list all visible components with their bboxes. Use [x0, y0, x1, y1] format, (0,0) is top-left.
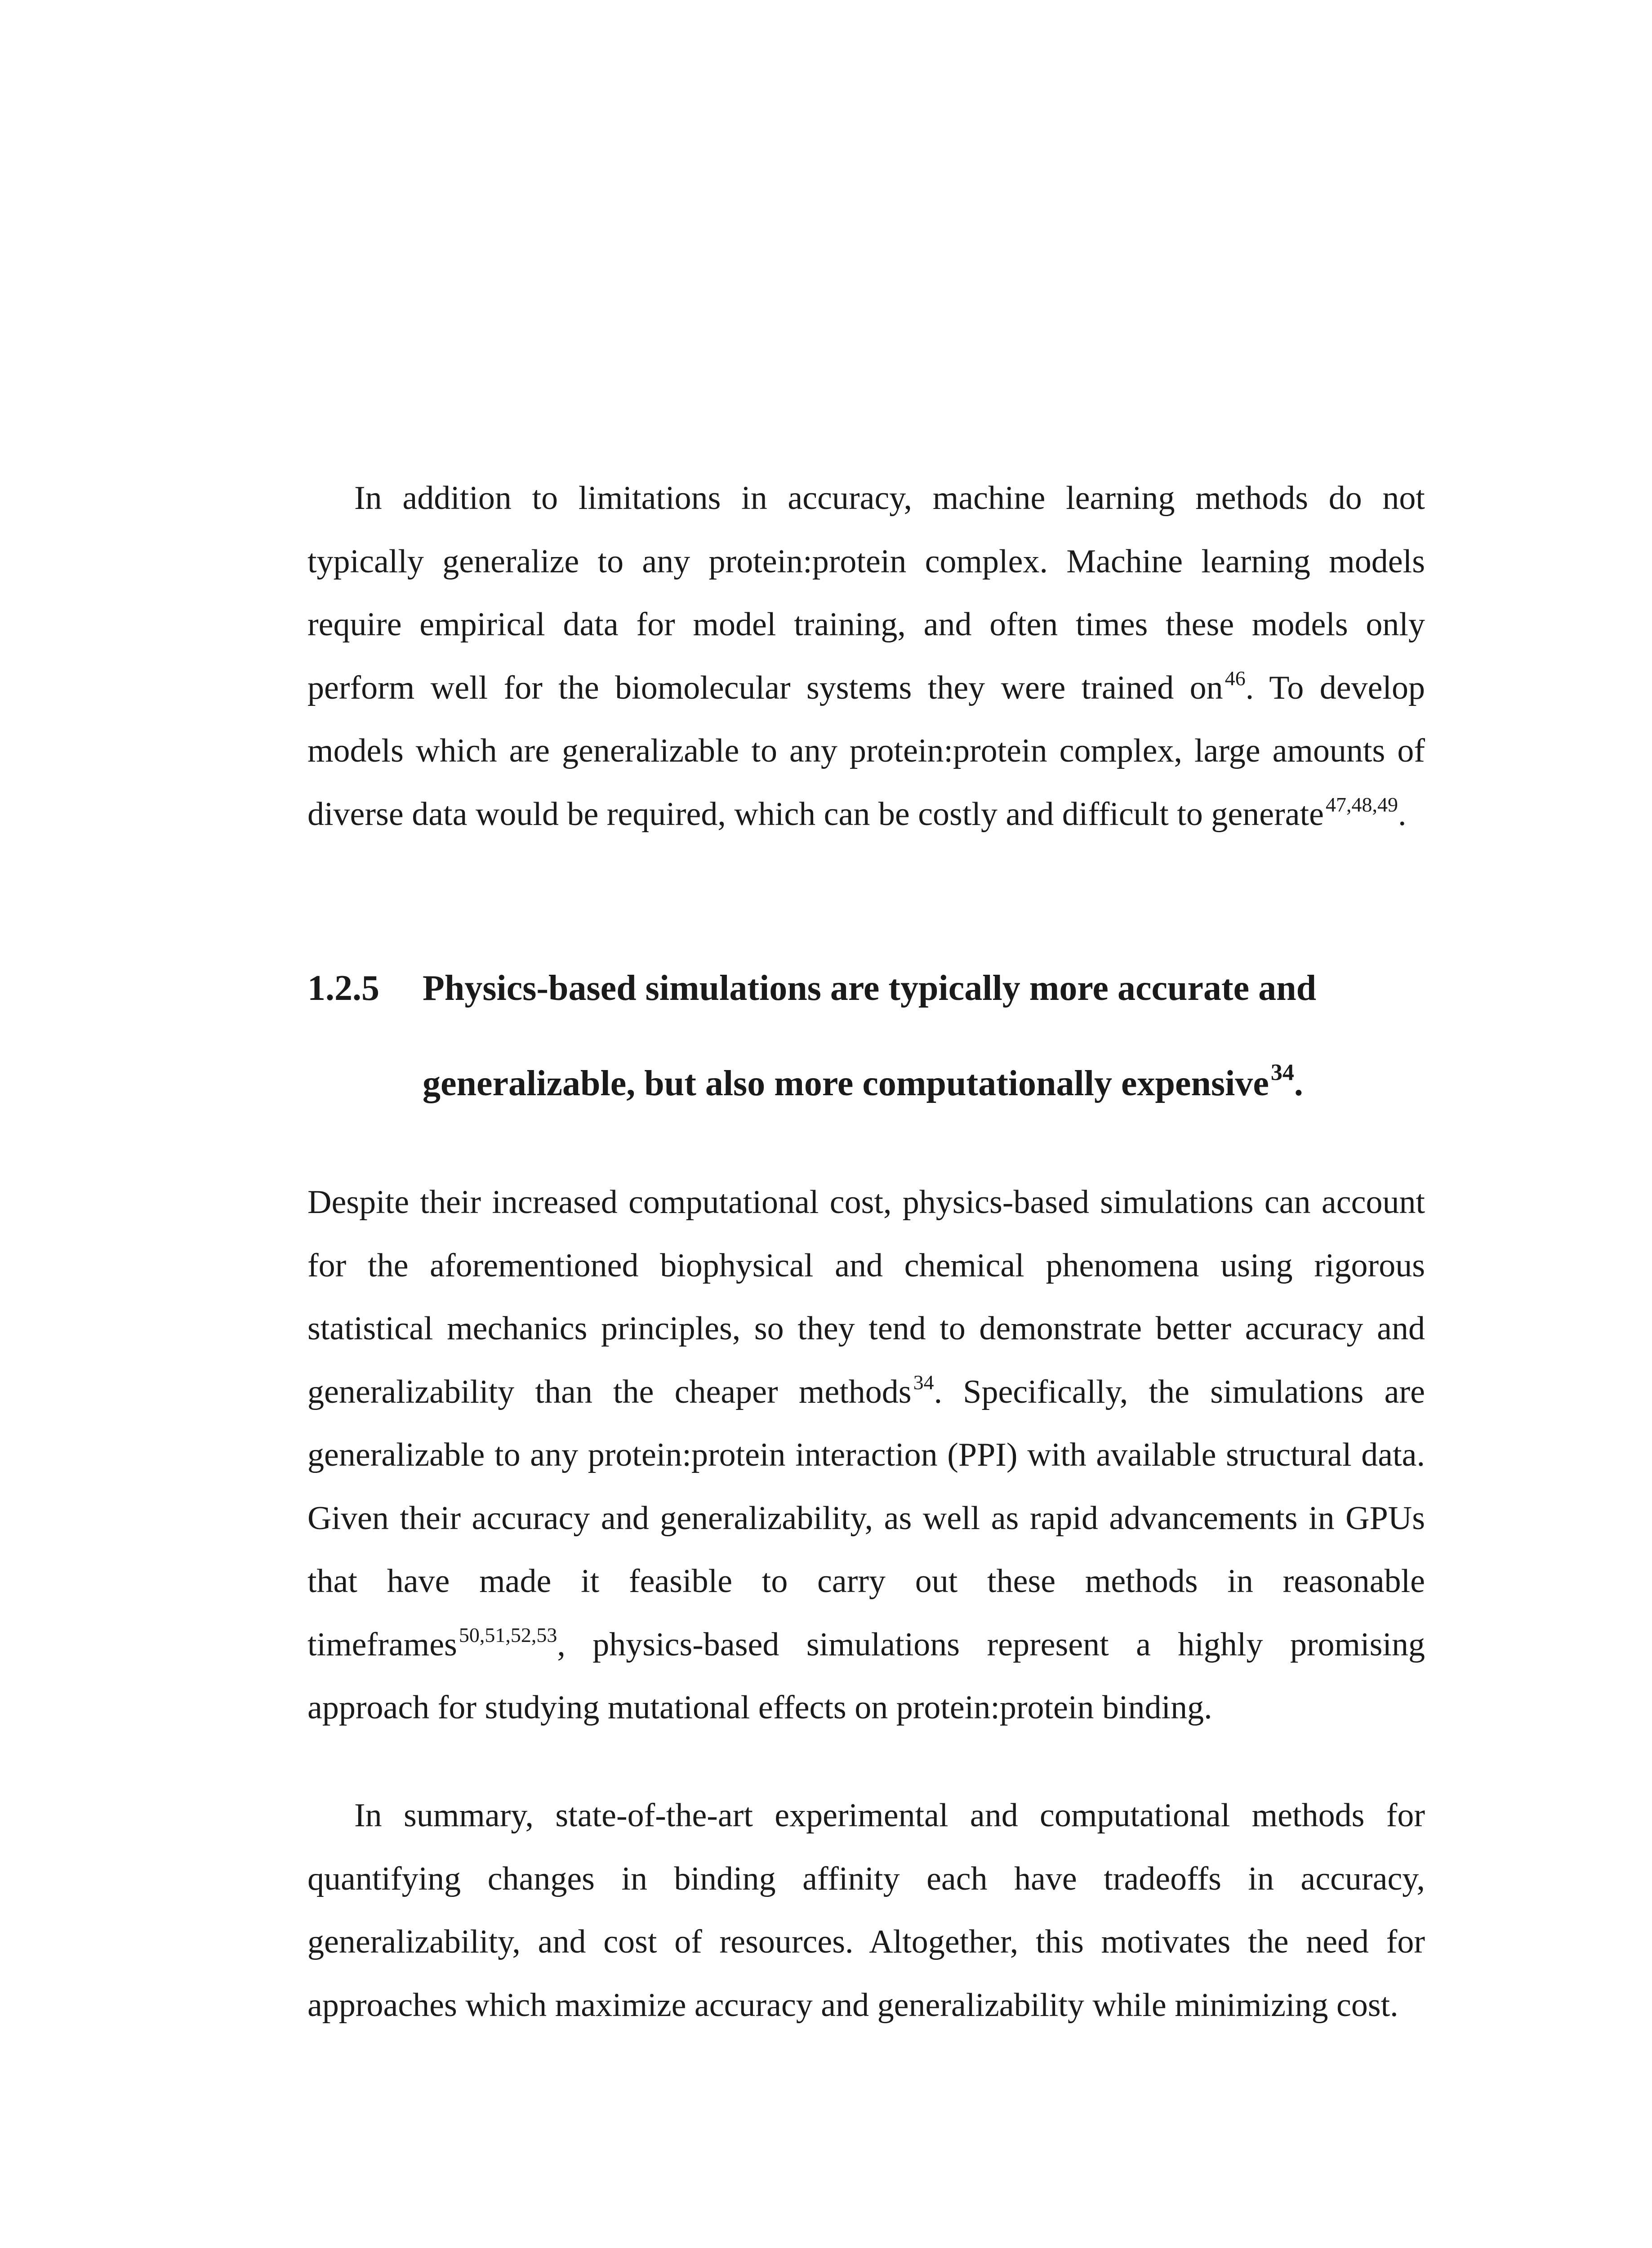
paragraph-text-part3: .: [1398, 795, 1407, 833]
citation-34-heading: 34: [1270, 1060, 1294, 1085]
citation-46: 46: [1225, 666, 1246, 690]
section-title: [423, 941, 1431, 1131]
section-title-line1: Physics-based simulations are typically more accurate and: [423, 968, 1317, 1008]
paragraph-text: In summary, state-of-the-art experimental and computational methods for quantifying changes in binding affinity each have tradeoffs in accuracy, generalizability, and cost of resources. Altogether, this motivates the need for approaches which maximize accuracy and generalizability while minimizing cost.: [307, 1797, 1425, 2024]
section-heading: [307, 941, 1431, 1131]
section-title-end: .: [1294, 1064, 1303, 1103]
paragraph-text-part2: . Specifically, the simulations are generalizable to any protein:protein interaction (PPI) with available structural data. Given their accuracy and generalizability, as well as rapid advancements in GPUs that have made it feasible to carry out these methods in reasonable timeframes: [307, 1373, 1425, 1663]
citation-50-51-52-53: 50,51,52,53: [459, 1623, 557, 1646]
citation-47-48-49: 47,48,49: [1325, 793, 1398, 816]
section-title-line2: [423, 1036, 1431, 1131]
section-title-line2-text: generalizable, but also more computationally expensive: [423, 1064, 1269, 1103]
paragraph-physics-simulations: [307, 1171, 1425, 1740]
paragraph-text: [307, 1171, 1425, 1740]
paragraph-ml-limitations: [307, 467, 1425, 846]
citation-34: 34: [913, 1370, 934, 1394]
paragraph-text: [307, 467, 1425, 846]
paragraph-text-part1: In addition to limitations in accuracy, machine learning methods do not typically generalize to any protein:protein complex. Machine learning models require empirical data for model training, and often times these models only perform well for the biomolecular systems they were trained on: [307, 480, 1425, 706]
paragraph-summary: [307, 1784, 1425, 2037]
paragraph-text-part1: Despite their increased computational cost, physics-based simulations can account for the aforementioned biophysical and chemical phenomena using rigorous statistical mechanics principles, so they tend to demonstrate better accuracy and generalizability than the cheaper methods: [307, 1184, 1425, 1410]
paragraph-text-part2: . To develop models which are generalizable to any protein:protein complex, large amounts of diverse data would be required, which can be costly and difficult to generate: [307, 669, 1425, 833]
paragraph-text-part3: , physics-based simulations represent a highly promising approach for studying mutational effects on protein:protein binding.: [307, 1626, 1425, 1726]
section-number: 1.2.5: [307, 968, 379, 1008]
